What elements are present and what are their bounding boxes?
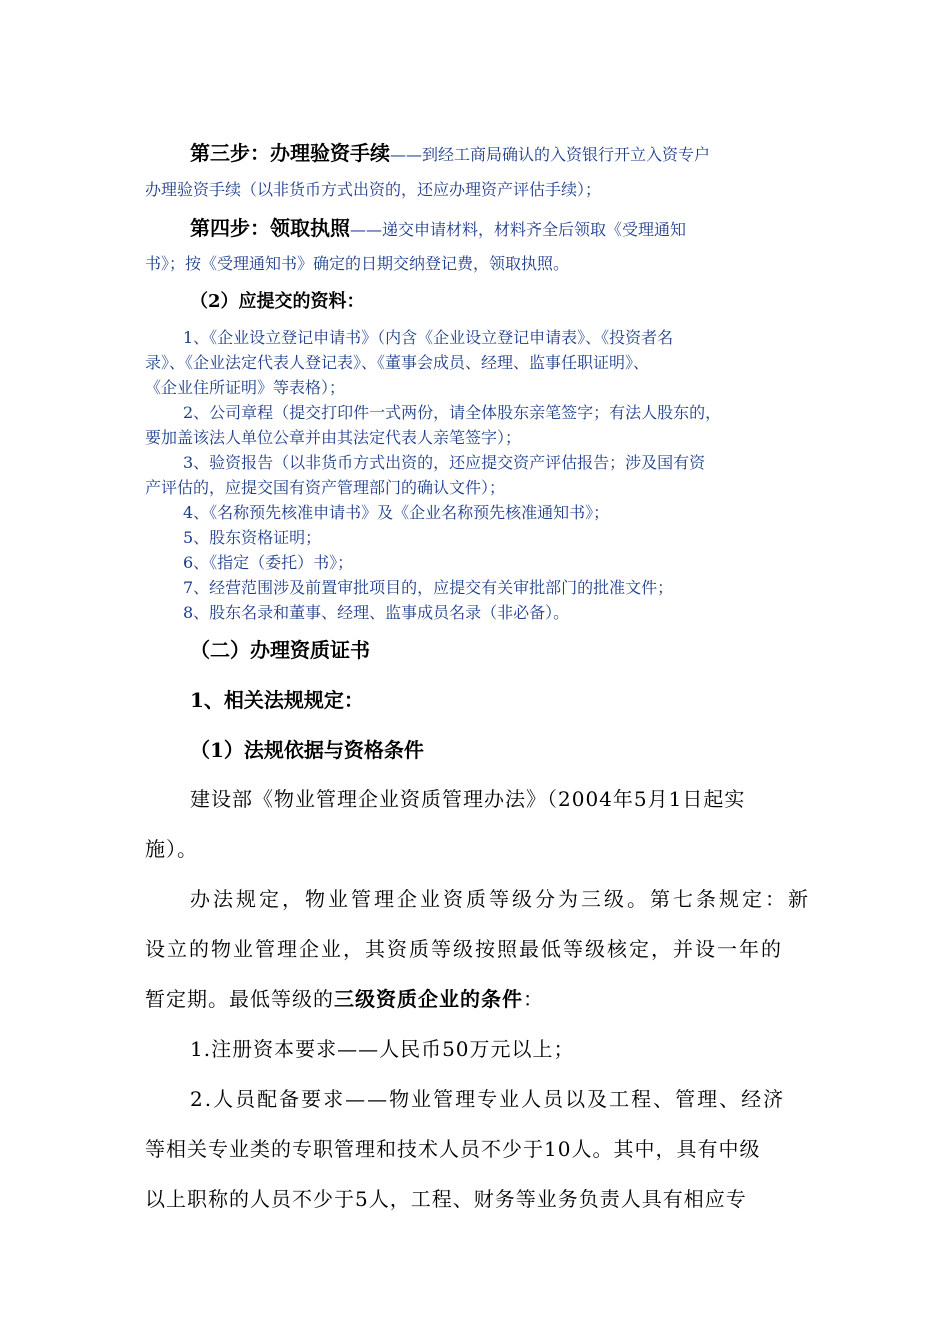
step4-desc2: 书》；按《受理通知书》确定的日期交纳登记费，领取执照。 [145,254,570,273]
body-item2-line2: 等相关专业类的专职管理和技术人员不少于10人。其中，具有中级 [145,1137,761,1161]
body-p2-line2: 设立的物业管理企业，其资质等级按照最低等级核定，并设一年的 [145,937,783,961]
section2-heading: （二）办理资质证书 [190,638,370,662]
step3-title: 第三步：办理验资手续 [190,141,390,165]
body-p1-line1: 建设部《物业管理企业资质管理办法》（2004年5月1日起实 [190,787,746,811]
materials-heading: （2）应提交的资料： [190,291,365,312]
step3-desc2: 办理验资手续（以非货币方式出资的，还应办理资产评估手续）； [145,180,602,199]
materials-line-1: 1、《企业设立登记申请书》（内含《企业设立登记申请表》、《投资者名 [183,328,674,347]
body-p2-line3-bold: 三级资质企业的条件 [334,987,523,1011]
body-p2-line1: 办法规定，物业管理企业资质等级分为三级。第七条规定：新 [190,887,811,911]
step4-title: 第四步：领取执照 [190,216,350,240]
step3-desc1: ——到经工商局确认的入资银行开立入资专户 [390,145,711,164]
materials-line-2: 录》、《企业法定代表人登记表》、《董事会成员、经理、监事任职证明》、 [145,353,650,372]
materials-line-3: 《企业住所证明》等表格）； [145,378,346,397]
body-p2-line3-a: 暂定期。最低等级的 [145,987,334,1011]
body-p2-line3 [145,989,544,1009]
materials-line-12: 8、股东名录和董事、经理、监事成员名录（非必备）。 [183,603,570,622]
materials-line-5: 要加盖该法人单位公章并由其法定代表人亲笔签字）； [145,428,522,447]
materials-line-10: 6、《指定（委托）书》； [183,553,354,572]
materials-line-7: 产评估的，应提交国有资产管理部门的确认文件）； [145,478,506,497]
body-item1: 1.注册资本要求——人民币50万元以上； [190,1037,575,1061]
body-p1-line2: 施）。 [145,837,198,861]
materials-line-9: 5、股东资格证明； [183,528,322,547]
materials-line-8: 4、《名称预先核准申请书》及《企业名称预先核准通知书》； [183,503,610,522]
body-item2-line3: 以上职称的人员不少于5人，工程、财务等业务负责人具有相应专 [145,1187,747,1211]
section2-sub2: （1）法规依据与资格条件 [190,738,424,762]
step4-desc1: ——递交申请材料，材料齐全后领取《受理通知 [350,220,687,239]
step4-line1 [190,218,686,239]
step3-line1 [190,143,710,164]
body-item2-line1: 2.人员配备要求——物业管理专业人员以及工程、管理、经济 [190,1087,786,1111]
materials-line-11: 7、经营范围涉及前置审批项目的，应提交有关审批部门的批准文件； [183,578,674,597]
section2-sub1: 1、相关法规规定： [190,688,364,712]
body-p2-line3-c: ： [523,987,544,1011]
materials-line-4: 2、公司章程（提交打印件一式两份，请全体股东亲笔签字；有法人股东的， [183,403,722,422]
materials-line-6: 3、验资报告（以非货币方式出资的，还应提交资产评估报告；涉及国有资 [183,453,706,472]
